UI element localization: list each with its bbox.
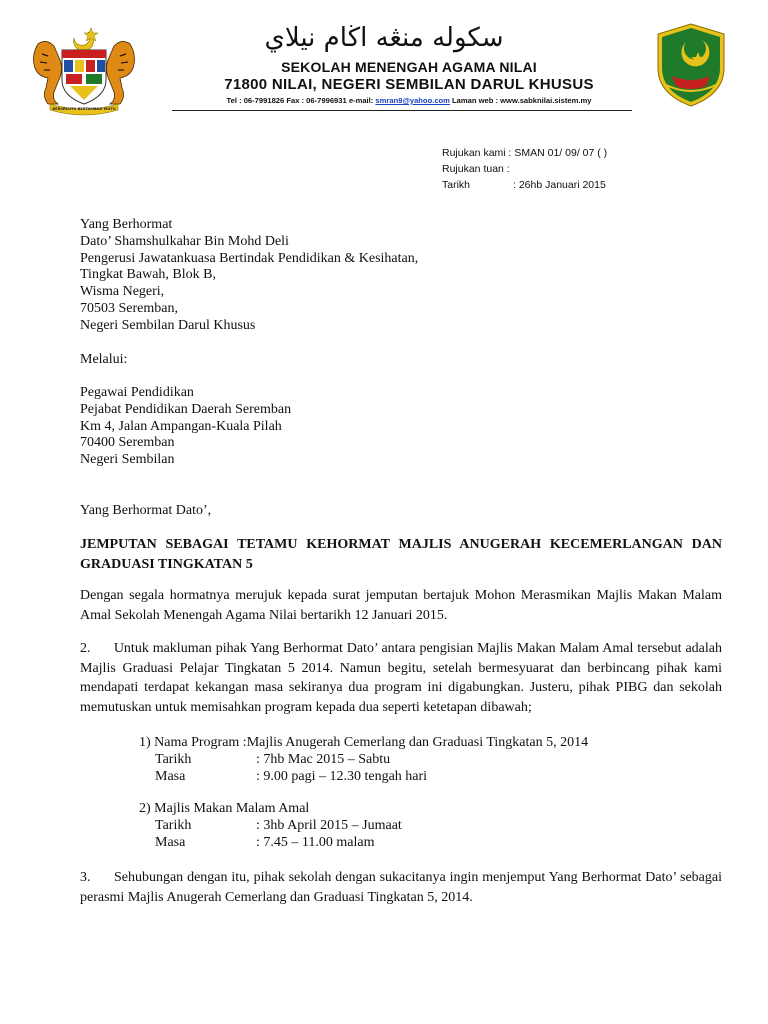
program-1-time-value: : 9.00 pagi – 12.30 tengah hari [256,769,428,784]
program-2-time-value: : 7.45 – 11.00 malam [256,835,375,850]
program-2-time [155,835,374,852]
via-label [80,352,127,369]
recipient-line: Tingkat Bawah, Blok B, [80,267,216,283]
header-divider [172,110,632,111]
reference-yours-label: Rujukan tuan : [442,163,510,175]
program-1-heading [139,735,588,752]
recipient-line: Yang Berhormat [80,217,173,232]
reference-block [442,145,607,193]
via-line: Km 4, Jalan Ampangan-Kuala Pilah [80,418,282,434]
program-1-time [155,769,427,786]
reference-yours [442,161,607,177]
via-line: 70400 Seremban [80,435,175,451]
motto-text: BERSEKUTU BERTAMBAH MUTU [52,107,116,111]
recipient-address [80,217,418,335]
program-1-date [155,752,390,769]
program-2-heading [139,801,309,818]
school-address: 71800 NILAI, NEGERI SEMBILAN DARUL KHUSUS [224,76,594,93]
via-label-text: Melalui: [80,352,128,367]
program-2-date-value: : 3hb April 2015 – Jumaat [256,818,402,833]
via-line: Pejabat Pendidikan Daerah Seremban [80,401,292,417]
via-line: Negeri Sembilan [80,452,175,468]
salutation-text: Yang Berhormat Dato’, [80,503,212,518]
program-2-date [155,818,402,835]
program-2-date-label: Tarikh [155,818,192,833]
recipient-line: Negeri Sembilan Darul Khusus [80,317,256,333]
paragraph-3: 3. Sehubungan dengan itu, pihak sekolah dengan sukacitanya ingin menjemput Yang Berhormat Dato’ sebagai perasmi Majlis Anugerah Cemerlang dan Graduasi Tingkatan 5, 2014. [80,870,726,905]
recipient-line: Dato’ Shamshulkahar Bin Mohd Deli [80,233,289,249]
recipient-line: Wisma Negeri, [80,284,165,300]
reference-ours-label: Rujukan kami : [442,147,512,159]
via-address [80,385,291,469]
salutation [80,503,211,520]
program-1-date-label: Tarikh [155,752,192,767]
via-line: Pegawai Pendidikan [80,385,194,400]
reference-date [442,177,607,193]
school-name: SEKOLAH MENENGAH AGAMA NILAI [281,59,537,75]
subject-heading: JEMPUTAN SEBAGAI TETAMU KEHORMAT MAJLIS ANUGERAH KECEMERLANGAN DAN GRADUASI TINGKATAN 5 [80,537,722,572]
email-link[interactable]: smran9@yahoo.com [375,96,450,105]
reference-date-value: : 26hb Januari 2015 [513,179,606,191]
reference-ours [442,145,607,161]
program-1-date-value: : 7hb Mac 2015 – Sabtu [256,752,391,767]
recipient-line: Pengerusi Jawatankuasa Bertindak Pendidikan & Kesihatan, [80,250,419,266]
program-1-time-label: Masa [155,769,186,784]
program-1-name: Majlis Anugerah Cemerlang dan Graduasi Tingkatan 5, 2014 [246,735,589,750]
program-2-heading-label: 2) Majlis Makan Malam Amal [139,801,310,816]
contact-website: Laman web : www.sabknilai.sistem.my [449,96,592,105]
reference-ours-value: SMAN 01/ 09/ 07 ( ) [514,147,608,159]
reference-date-label: Tarikh [442,179,471,191]
recipient-line: 70503 Seremban, [80,300,178,316]
contact-phone-fax: Tel : 06-7991826 Fax : 06-7996931 e-mail: [226,96,376,105]
paragraph-1: Dengan segala hormatnya merujuk kepada surat jemputan bertajuk Mohon Merasmikan Majlis Makan Malam Amal Sekolah Menengah Agama Nilai bertarikh 12 Januari 2015. [80,588,722,623]
program-1-heading-label: 1) Nama Program : [139,735,247,750]
paragraph-2: 2. Untuk makluman pihak Yang Berhormat Dato’ antara pengisian Majlis Makan Malam Amal tersebut adalah Majlis Graduasi Pelajar Tingkatan 5 2014. Namun begitu, setelah bermesyuarat dan berbincang pihak kami mendapati terdapat kekangan masa sekiranya dua program ini digabungkan. Justeru, pihak PIBG dan sekolah memutuskan untuk memisahkan program kepada dua seperti ketetapan dibawah; [80,641,726,715]
school-name-jawi: سکوله منڠه اڬام نيلاي [264,23,504,53]
contact-line [0,96,768,105]
program-2-time-label: Masa [155,835,186,850]
